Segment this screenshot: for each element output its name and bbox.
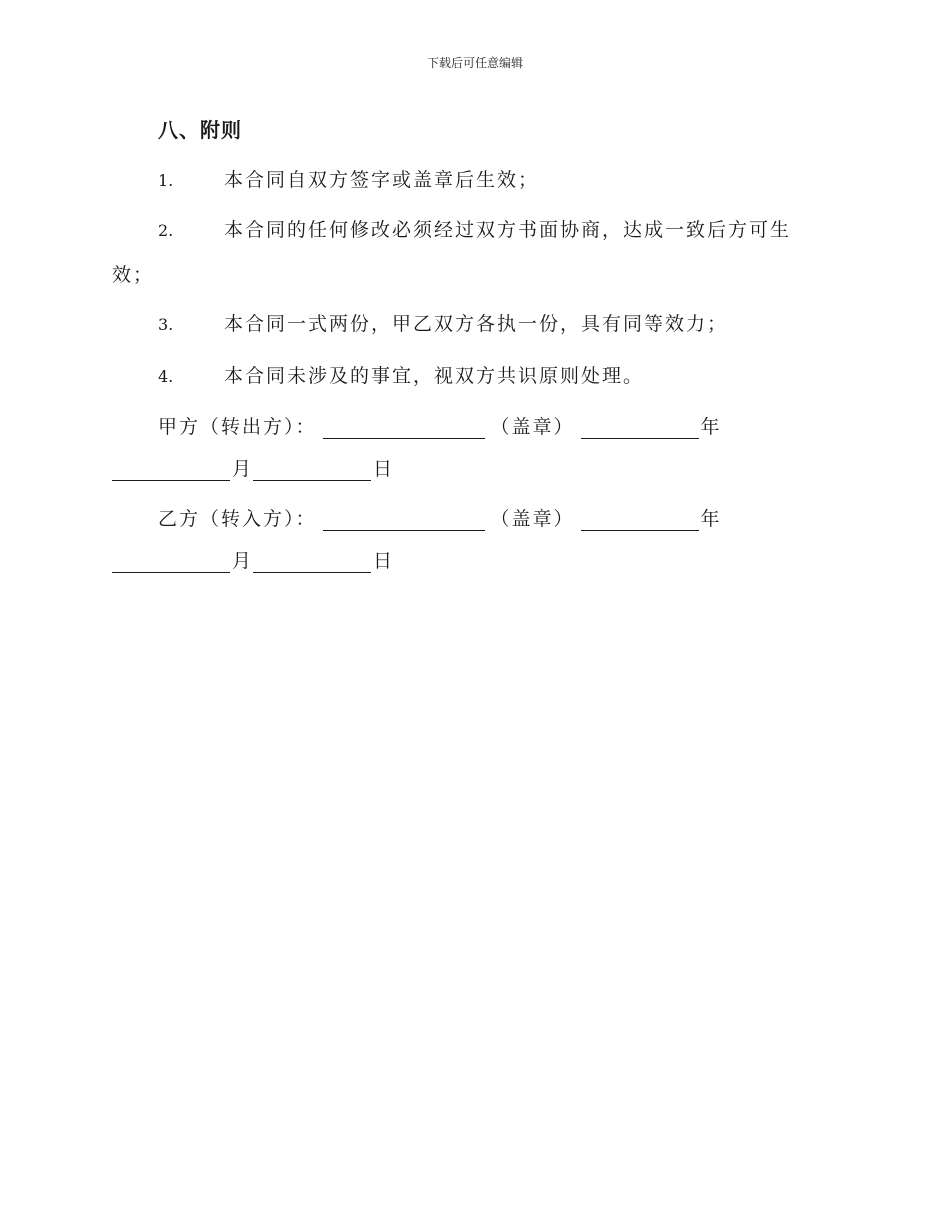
clause-number: 4. <box>158 367 174 386</box>
party-b-day-label: 日 <box>373 550 395 572</box>
party-a-month-field[interactable] <box>112 454 230 481</box>
party-b-day-field[interactable] <box>253 546 371 573</box>
clause-text: 本合同自双方签字或盖章后生效； <box>224 169 540 191</box>
party-b-month-label: 月 <box>232 550 254 572</box>
party-a-signature-block <box>112 406 832 490</box>
party-a-day-field[interactable] <box>253 454 371 481</box>
party-b-month-field[interactable] <box>112 546 230 573</box>
party-b-seal-label: （盖章） <box>490 508 575 530</box>
clause-text: 本合同未涉及的事宜，视双方共识原则处理。 <box>224 365 645 387</box>
party-a-month-label: 月 <box>232 458 254 480</box>
clause-number: 1. <box>158 171 174 190</box>
clause-text: 本合同一式两份，甲乙双方各执一份，具有同等效力； <box>224 313 729 335</box>
party-b-year-label: 年 <box>700 508 722 530</box>
party-b-name-field[interactable] <box>323 504 485 531</box>
party-a-year-label: 年 <box>700 416 722 438</box>
clause-1 <box>112 158 822 203</box>
party-b-year-field[interactable] <box>581 504 699 531</box>
party-a-label: 甲方（转出方）： <box>158 416 317 438</box>
clause-4 <box>112 354 822 399</box>
clause-number: 2. <box>158 221 174 240</box>
party-b-label: 乙方（转入方）： <box>158 508 317 530</box>
party-a-day-label: 日 <box>373 458 395 480</box>
party-b-signature-block <box>112 498 832 582</box>
clause-text: 本合同的任何修改必须经过双方书面协商，达成一致后方可生效； <box>112 219 792 286</box>
party-a-name-field[interactable] <box>323 412 485 439</box>
clause-2 <box>112 208 822 297</box>
clause-number: 3. <box>158 315 174 334</box>
section-heading: 八、附则 <box>158 118 242 142</box>
party-a-seal-label: （盖章） <box>490 416 575 438</box>
header-note: 下载后可任意编辑 <box>426 56 523 70</box>
party-a-year-field[interactable] <box>581 412 699 439</box>
clause-3 <box>112 302 822 347</box>
